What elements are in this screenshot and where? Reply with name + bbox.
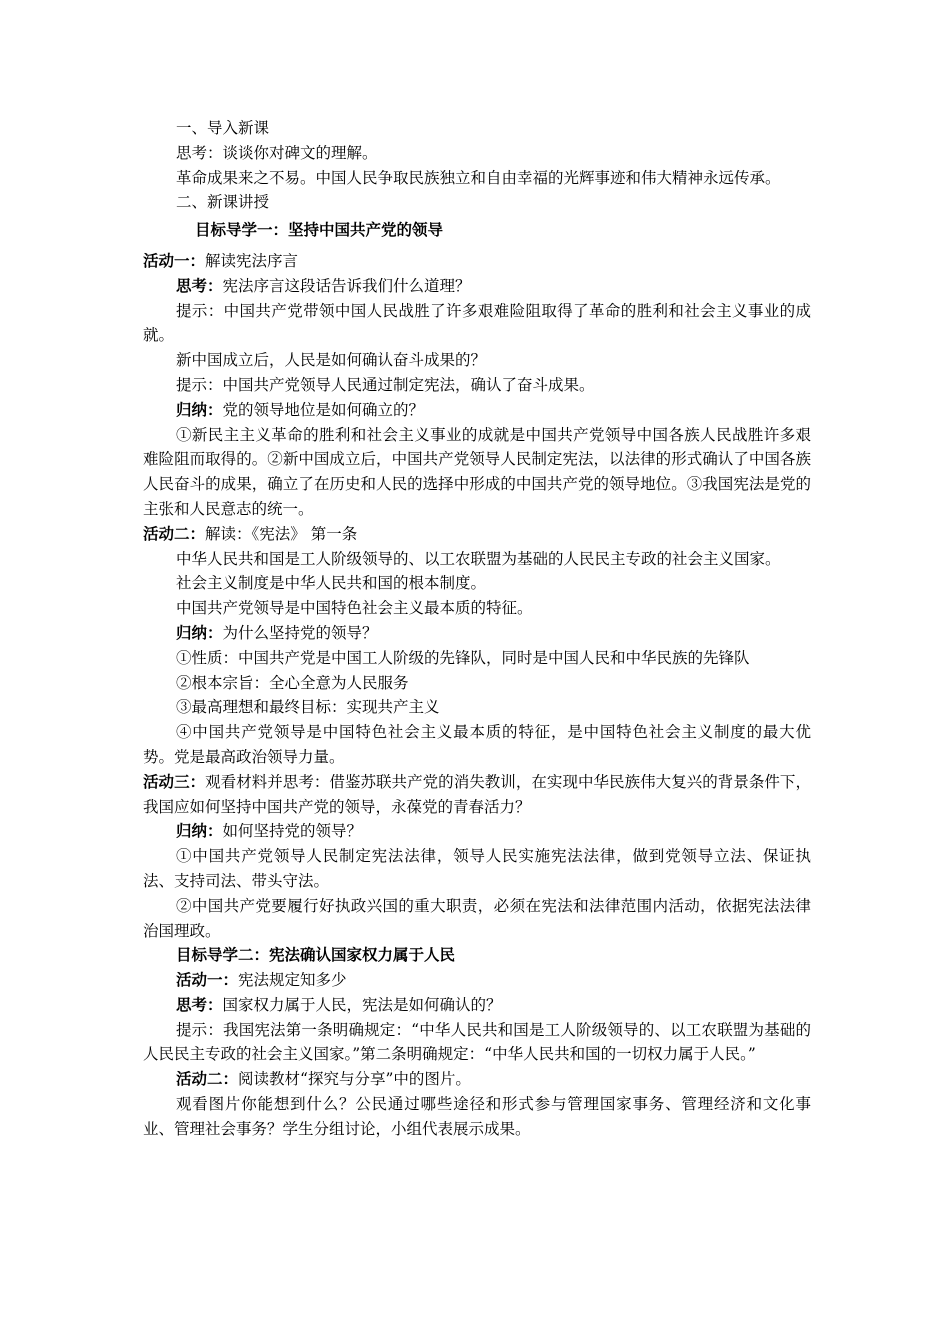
activity-3-summary-text: 如何坚持党的领导？ — [222, 822, 363, 841]
activity-3-item-2: ②中国共产党要履行好执政兴国的重大职责，必须在宪法和法律范围内活动，依据宪法法律治国理政。 — [143, 896, 811, 940]
intro-paragraph: 革命成果来之不易。中国人民争取民族独立和自由幸福的光辉事迹和伟大精神永远传承。 — [176, 168, 781, 187]
activity-3 — [143, 770, 811, 820]
intro-think — [143, 141, 811, 166]
activity-3-text: 观看材料并思考：借鉴苏联共产党的消失教训，在实现中华民族伟大复兴的背景条件下，我国应如何坚持中国共产党的领导，永葆党的青春活力？ — [143, 772, 811, 816]
activity-2-label: 活动二： — [143, 524, 206, 543]
activity-2-item-1: ①性质：中国共产党是中国工人阶级的先锋队，同时是中国人民和中华民族的先锋队 — [176, 648, 750, 667]
goal-2-final-paragraph: 观看图片你能想到什么？公民通过哪些途径和形式参与管理国家事务、管理经济和文化事业、管理社会事务？学生分组讨论，小组代表展示成果。 — [143, 1095, 811, 1138]
activity-2-text: 解读：《宪法》 第一条 — [205, 524, 358, 543]
activity-1-think — [143, 274, 811, 299]
goal-2-think — [143, 993, 811, 1018]
activity-3-summary-label: 归纳： — [176, 822, 223, 841]
activity-2-summary-label: 归纳： — [176, 623, 223, 642]
goal-2-think-label: 思考： — [176, 995, 223, 1014]
goal-2-activity-1-text: 宪法规定知多少 — [238, 971, 347, 990]
activity-1 — [143, 249, 811, 274]
goal-2-activity-1-label: 活动一： — [176, 971, 239, 990]
goal-heading-2: 目标导学二：宪法确认国家权力属于人民 — [176, 946, 456, 965]
activity-1-label: 活动一： — [143, 251, 206, 270]
goal-2-hint: 提示：我国宪法第一条明确规定：“中华人民共和国是工人阶级领导的、以工农联盟为基础的人民民主专政的社会主义国家。”第二条明确规定：“中华人民共和国的一切权力属于人民。” — [143, 1020, 811, 1064]
activity-3-summary — [143, 819, 811, 844]
section-heading-intro: 一、导入新课 — [176, 119, 270, 137]
intro-think-label: 思考： — [176, 143, 223, 162]
activity-2 — [143, 522, 811, 547]
goal-2-activity-1 — [143, 968, 811, 993]
activity-1-summary-label: 归纳： — [176, 400, 223, 419]
document-page — [143, 116, 811, 1142]
activity-2-item-3: ③最高理想和最终目标：实现共产主义 — [176, 698, 440, 717]
goal-heading-1: 目标导学一：坚持中国共产党的领导 — [195, 221, 444, 240]
activity-1-question-2: 新中国成立后，人民是如何确认奋斗成果的？ — [176, 351, 487, 370]
goal-2-activity-2-text: 阅读教材“探究与分享”中的图片。 — [238, 1070, 471, 1089]
activity-1-hint-2: 提示：中国共产党领导人民通过制定宪法，确认了奋斗成果。 — [176, 375, 595, 394]
activity-3-item-1: ①中国共产党领导人民制定宪法法律，领导人民实施宪法法律，做到党领导立法、保证执法、支持司法、带头守法。 — [143, 847, 811, 890]
activity-1-summary-text: 党的领导地位是如何确立的？ — [222, 400, 425, 419]
activity-1-think-label: 思考： — [176, 276, 223, 295]
activity-2-paragraph-1: 中华人民共和国是工人阶级领导的、以工农联盟为基础的人民民主专政的社会主义国家。 — [176, 549, 781, 568]
activity-2-item-2: ②根本宗旨：全心全意为人民服务 — [176, 673, 409, 692]
activity-1-summary-body: ①新民主主义革命的胜利和社会主义事业的成就是中国共产党领导中国各族人民战胜许多艰难险阻而取得的。②新中国成立后，中国共产党领导人民制定宪法，以法律的形式确认了中国各族人民奋斗的成果，确立了在历史和人民的选择中形成的中国共产党的领导地位。③我国宪法是党的主张和人民意志的统一。 — [143, 425, 811, 518]
goal-2-activity-2-label: 活动二： — [176, 1070, 239, 1089]
activity-2-paragraph-3: 中国共产党领导是中国特色社会主义最本质的特征。 — [176, 599, 533, 618]
activity-1-hint-1: 提示：中国共产党带领中国人民战胜了许多艰难险阻取得了革命的胜利和社会主义事业的成就。 — [143, 301, 811, 345]
section-heading-lecture: 二、新课讲授 — [176, 193, 270, 212]
activity-1-think-text: 宪法序言这段话告诉我们什么道理？ — [222, 276, 471, 295]
activity-2-summary — [143, 621, 811, 646]
activity-1-summary — [143, 398, 811, 423]
activity-2-item-4: ④中国共产党领导是中国特色社会主义最本质的特征，是中国特色社会主义制度的最大优势。党是最高政治领导力量。 — [143, 723, 811, 766]
activity-2-summary-text: 为什么坚持党的领导？ — [222, 623, 378, 642]
intro-think-text: 谈谈你对碑文的理解。 — [222, 143, 378, 162]
activity-2-paragraph-2: 社会主义制度是中华人民共和国的根本制度。 — [176, 574, 487, 593]
activity-3-label: 活动三： — [143, 772, 206, 791]
goal-2-activity-2 — [143, 1067, 811, 1092]
activity-1-text: 解读宪法序言 — [205, 251, 299, 270]
goal-2-think-text: 国家权力属于人民，宪法是如何确认的？ — [222, 995, 502, 1014]
